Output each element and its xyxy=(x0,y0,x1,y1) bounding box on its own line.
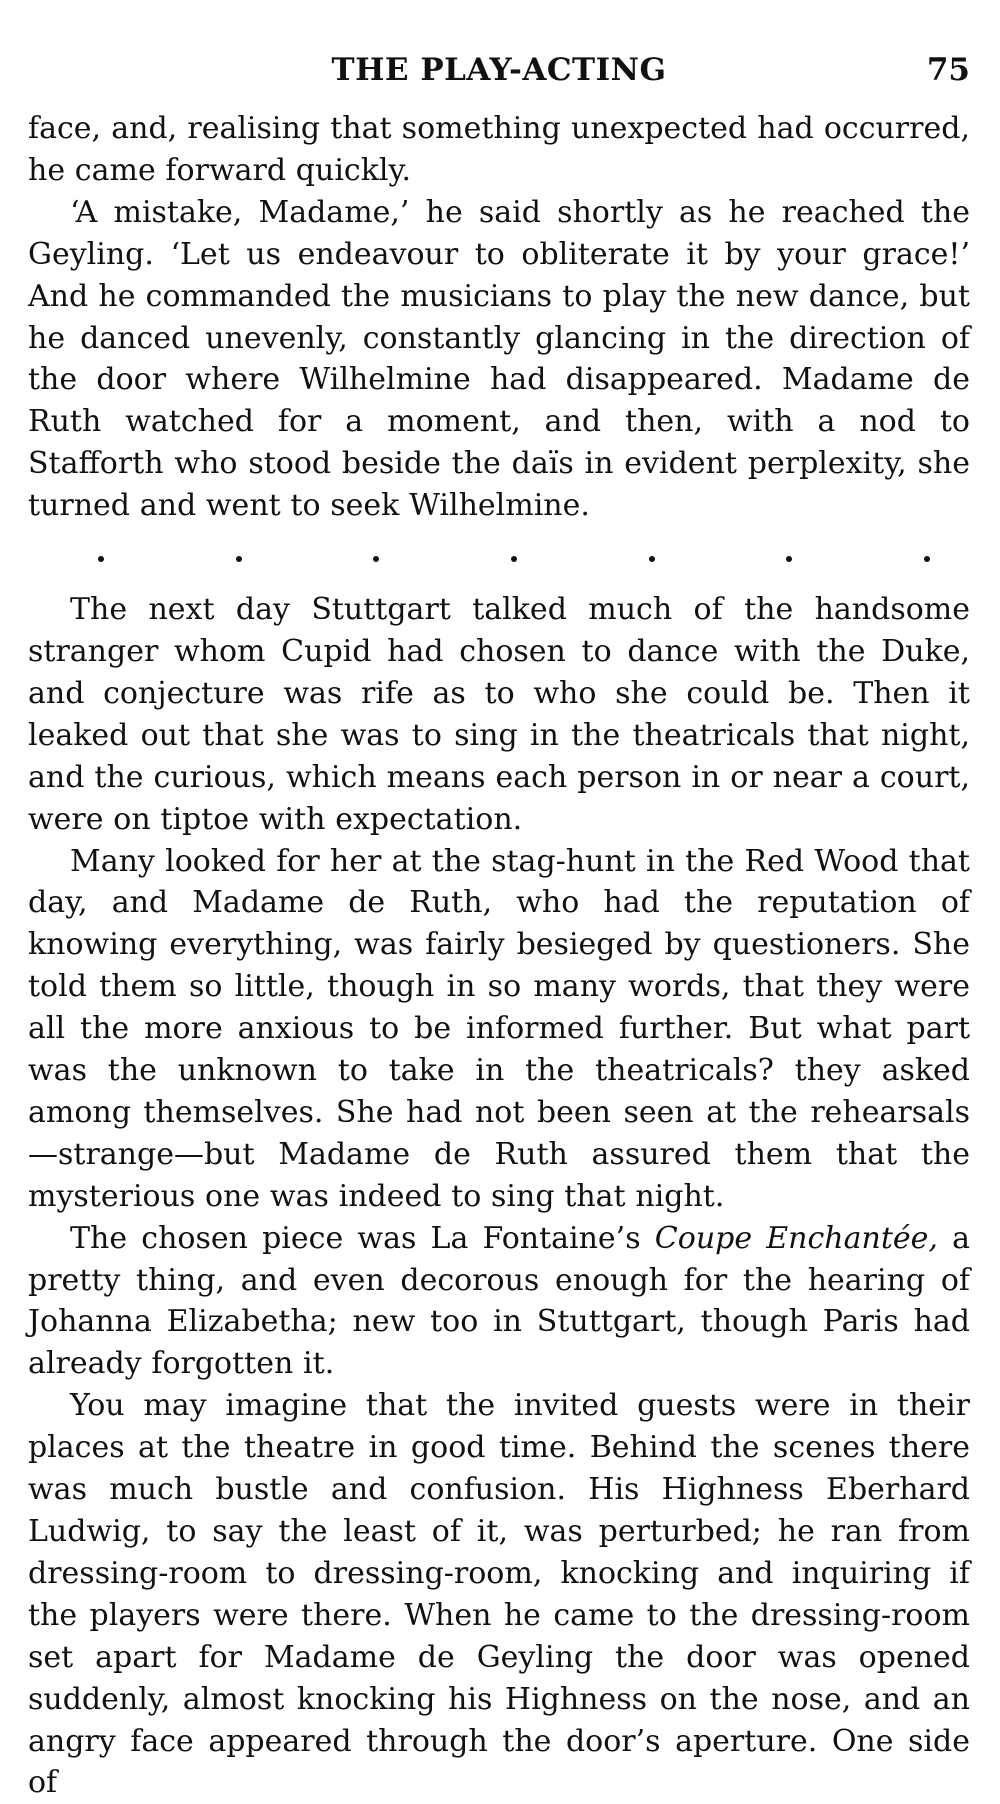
paragraph-2: ‘A mistake, Madame,’ he said shortly as he reached the Geyling. ‘Let us endeavour to obliterate it by your grace!’ And he commanded the musicians to play the new dance, but he danced unevenly, constantly glancing in the direction of the door where Wilhelmine had disappeared. Madame de Ruth watched for a moment, and then, with a nod to Stafforth who stood beside the daïs in evident perplexity, she turned and went to seek Wilhelmine. xyxy=(28,194,970,524)
section-break-dot xyxy=(649,556,655,562)
paragraph-5-text-after: a pretty thing, and even decorous enough for the hearing of Johanna Elizabetha; new too in Stuttgart, though Paris had already forgotten it. xyxy=(28,1220,970,1382)
book-page xyxy=(28,38,970,1804)
section-break-dot xyxy=(511,556,517,562)
paragraph-5 xyxy=(28,1218,970,1386)
section-break-dot xyxy=(236,556,242,562)
paragraph-5-italic-title: Coupe Enchantée, xyxy=(654,1220,938,1256)
paragraph-5-text-before: The chosen piece was La Fontaine’s xyxy=(70,1220,655,1256)
paragraph-4: Many looked for her at the stag-hunt in the Red Wood that day, and Madame de Ruth, who had the reputation of knowing everything, was fairly besieged by questioners. She told them so little, though in so many words, that they were all the more anxious to be informed further. But what part was the unknown to take in the theatricals? they asked among themselves. She had not been seen at the rehearsals—strange—but Madame de Ruth assured them that the mysterious one was indeed to sing that night. xyxy=(28,843,970,1214)
paragraph-1: face, and, realising that something unexpected had occurred, he came forward quickly. xyxy=(28,111,970,188)
section-break-dots xyxy=(28,537,970,581)
section-break-dot xyxy=(786,556,792,562)
page-number: 75 xyxy=(926,52,970,88)
section-break-dot xyxy=(373,556,379,562)
page-body xyxy=(28,108,970,1804)
page-header xyxy=(28,38,970,102)
section-break-dot xyxy=(924,556,930,562)
section-break-dot xyxy=(98,556,104,562)
running-head: THE PLAY-ACTING xyxy=(331,52,667,88)
paragraph-3: The next day Stuttgart talked much of the handsome stranger whom Cupid had chosen to dance with the Duke, and conjecture was rife as to who she could be. Then it leaked out that she was to sing in the theatricals that night, and the curious, which means each person in or near a court, were on tiptoe with expectation. xyxy=(28,592,970,837)
paragraph-6: You may imagine that the invited guests were in their places at the theatre in good time. Behind the scenes there was much bustle and confusion. His Highness Eberhard Ludwig, to say the least of it, was perturbed; he ran from dressing-room to dressing-room, knocking and inquiring if the players were there. When he came to the dressing-room set apart for Madame de Geyling the door was opened suddenly, almost knocking his Highness on the nose, and an angry face appeared through the door’s aperture. One side of xyxy=(28,1388,970,1801)
